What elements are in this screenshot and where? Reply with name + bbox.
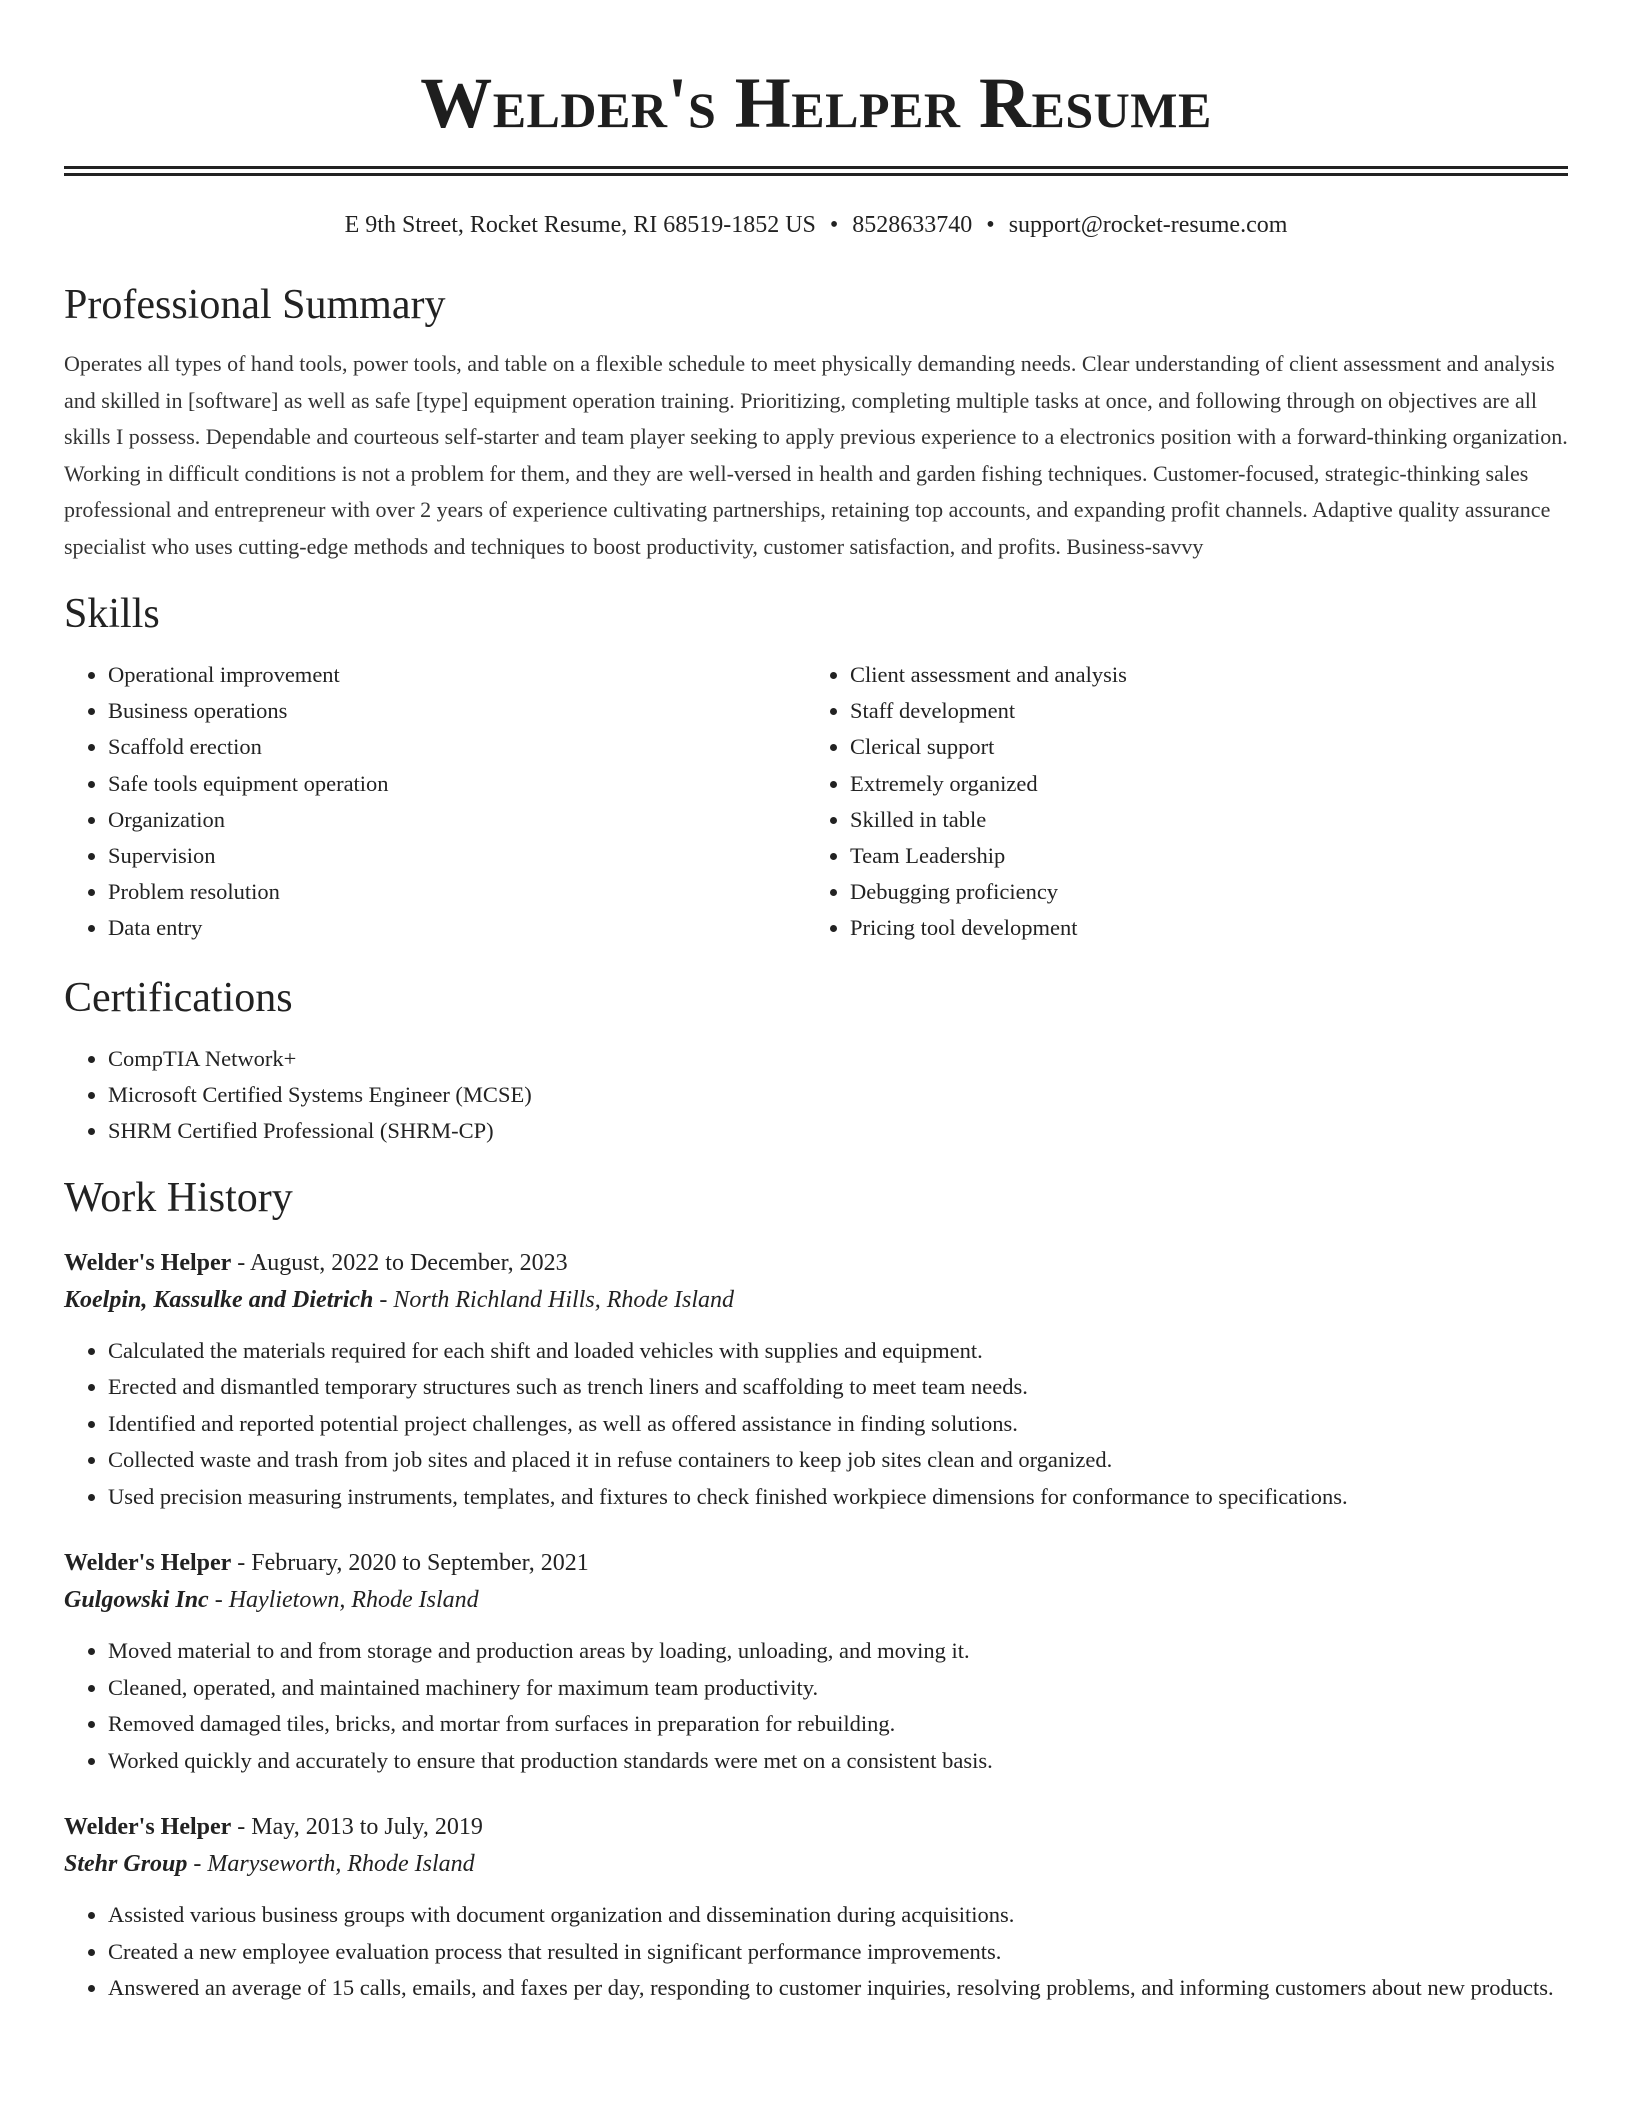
skill-item: • Debugging proficiency xyxy=(850,874,1548,910)
summary-text: Operates all types of hand tools, power tools, and table on a flexible schedule to meet physically demanding needs. Clear understanding of client assessment and analysis and skilled in [software] as well as safe [type] equipment operation training. Prioritizing, completing multiple tasks at once, and following through on objectives are all skills I possess. Dependable and courteous self-starter and team player seeking to apply previous experience to a electronics position with a forward-thinking organization. Working in difficult conditions is not a problem for them, and they are well-versed in health and garden fishing techniques. Customer-focused, strategic-thinking sales professional and entrepreneur with over 2 years of experience cultivating partnerships, retaining top accounts, and expanding profit channels. Adaptive quality assurance specialist who uses cutting-edge methods and techniques to boost productivity, customer satisfaction, and profits. Business-savvy xyxy=(64,351,1568,559)
contact-separator: • xyxy=(829,212,839,238)
job-duties-list xyxy=(64,1897,1568,2007)
skill-item: • Clerical support xyxy=(850,729,1548,765)
job-dates: February, 2020 to September, 2021 xyxy=(251,1550,589,1577)
duty-item: • Erected and dismantled temporary structures such as trench liners and scaffolding to meet team needs. xyxy=(108,1369,1568,1406)
work-history-heading: Work History xyxy=(64,1174,293,1221)
duty-item: • Assisted various business groups with document organization and dissemination during acquisitions. xyxy=(108,1897,1568,1934)
job-company: Koelpin, Kassulke and Dietrich xyxy=(64,1286,374,1313)
duty-item: • Created a new employee evaluation process that resulted in significant performance improvements. xyxy=(108,1934,1568,1971)
resume-page xyxy=(64,0,1568,2007)
job-dates: August, 2022 to December, 2023 xyxy=(249,1249,568,1276)
skill-item: • Organization xyxy=(108,802,806,838)
skills-left-list xyxy=(64,657,806,947)
job-role: Welder's Helper xyxy=(64,1550,232,1577)
skill-item: • Supervision xyxy=(108,838,806,874)
skill-item: • Operational improvement xyxy=(108,657,806,693)
contact-line xyxy=(64,210,1568,240)
duty-item: • Used precision measuring instruments, templates, and fixtures to check finished workpiece dimensions for conformance to specifications. xyxy=(108,1479,1568,1516)
job-company: Stehr Group xyxy=(64,1851,188,1878)
skills-columns xyxy=(64,657,1568,947)
skill-item: • Staff development xyxy=(850,693,1548,729)
job-role: Welder's Helper xyxy=(64,1249,232,1276)
contact-separator: • xyxy=(986,212,995,238)
skill-item: • Team Leadership xyxy=(850,838,1548,874)
skill-item: • Skilled in table xyxy=(850,802,1548,838)
job-location: North Richland Hills, Rhode Island xyxy=(393,1286,735,1313)
title-double-rule xyxy=(64,166,1568,176)
duty-item: • Cleaned, operated, and maintained machinery for maximum team productivity. xyxy=(108,1670,1568,1707)
skill-item: • Business operations xyxy=(108,693,806,729)
job-entry xyxy=(64,1245,1568,1516)
duty-item: • Identified and reported potential project challenges, as well as offered assistance in finding solutions. xyxy=(108,1406,1568,1443)
summary-heading: Professional Summary xyxy=(64,282,446,328)
skill-item: • Scaffold erection xyxy=(108,729,806,765)
certifications-heading: Certifications xyxy=(64,974,293,1021)
skill-item: • Data entry xyxy=(108,910,806,946)
job-role: Welder's Helper xyxy=(64,1814,232,1841)
duty-item: • Calculated the materials required for each shift and loaded vehicles with supplies and equipment. xyxy=(108,1333,1568,1370)
certification-item: • Microsoft Certified Systems Engineer (MCSE) xyxy=(108,1077,1568,1113)
job-entry xyxy=(64,1545,1568,1779)
certification-item: • CompTIA Network+ xyxy=(108,1041,1568,1077)
job-company-line: Stehr Group - Maryseworth, Rhode Island xyxy=(64,1851,475,1878)
job-duties-list xyxy=(64,1633,1568,1779)
certifications-list xyxy=(64,1041,1568,1149)
job-entry xyxy=(64,1809,1568,2007)
job-company-line: Gulgowski Inc - Haylietown, Rhode Island xyxy=(64,1587,479,1614)
skill-item: • Extremely organized xyxy=(850,766,1548,802)
skill-item: • Client assessment and analysis xyxy=(850,657,1548,693)
skill-item: • Safe tools equipment operation xyxy=(108,766,806,802)
skill-item: • Problem resolution xyxy=(108,874,806,910)
job-title-line: Welder's Helper - August, 2022 to December, 2023 xyxy=(64,1249,568,1276)
contact-email: support@rocket-resume.com xyxy=(1008,212,1288,238)
contact-phone: 8528633740 xyxy=(852,212,973,238)
job-title-line: Welder's Helper - February, 2020 to September, 2021 xyxy=(64,1550,589,1577)
duty-item: • Collected waste and trash from job sites and placed it in refuse containers to keep job sites clean and organized. xyxy=(108,1442,1568,1479)
skills-right-list xyxy=(806,657,1548,947)
certification-item: • SHRM Certified Professional (SHRM-CP) xyxy=(108,1113,1568,1149)
duty-item: • Answered an average of 15 calls, emails, and faxes per day, responding to customer inquiries, resolving problems, and informing customers about new products. xyxy=(108,1970,1568,2007)
skills-heading: Skills xyxy=(64,591,160,637)
job-location: Haylietown, Rhode Island xyxy=(228,1587,479,1614)
resume-title: Welder's Helper Resume xyxy=(420,63,1212,143)
job-duties-list xyxy=(64,1333,1568,1516)
duty-item: • Removed damaged tiles, bricks, and mortar from surfaces in preparation for rebuilding. xyxy=(108,1706,1568,1743)
job-company-line: Koelpin, Kassulke and Dietrich - North Richland Hills, Rhode Island xyxy=(64,1286,735,1313)
job-dates: May, 2013 to July, 2019 xyxy=(251,1814,483,1841)
contact-address: E 9th Street, Rocket Resume, RI 68519-1852 US xyxy=(344,212,816,238)
job-location: Maryseworth, Rhode Island xyxy=(207,1851,475,1878)
job-title-line: Welder's Helper - May, 2013 to July, 2019 xyxy=(64,1814,483,1841)
duty-item: • Moved material to and from storage and production areas by loading, unloading, and moving it. xyxy=(108,1633,1568,1670)
skill-item: • Pricing tool development xyxy=(850,910,1548,946)
duty-item: • Worked quickly and accurately to ensure that production standards were met on a consistent basis. xyxy=(108,1743,1568,1780)
job-company: Gulgowski Inc xyxy=(64,1587,209,1614)
